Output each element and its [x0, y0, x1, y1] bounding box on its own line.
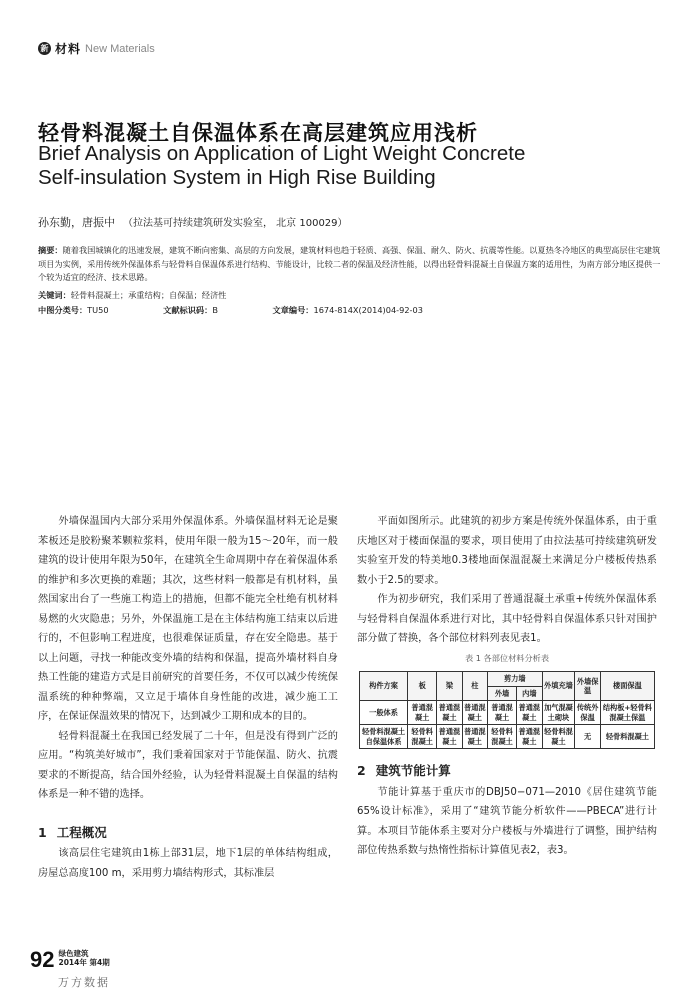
table-cell: 普通混凝土	[437, 725, 462, 749]
table-cell: 普通混凝土	[437, 701, 462, 725]
table-header-cell: 剪力墙	[487, 672, 542, 687]
paragraph: 节能计算基于重庆市的DBJ50−071—2010《居住建筑节能65%设计标准》，采用了“建筑节能分析软件——PBECA”进行计算。本项目节能体系主要对分户楼板与外墙进行了调整，围护结构部位传热系数与热惰性指标计算值见表2，表3。	[357, 786, 657, 856]
body-column-left	[38, 512, 338, 883]
materials-table	[359, 671, 655, 749]
table-header-cell: 楼面保温	[600, 672, 654, 701]
table-row	[360, 725, 655, 749]
table-cell: 普通混凝土	[517, 701, 542, 725]
table-cell: 轻骨料混凝土	[408, 725, 437, 749]
section-name-cn: 材料	[55, 42, 82, 56]
journal-info	[58, 949, 109, 967]
table-cell: 轻骨料混凝土自保温体系	[360, 725, 408, 749]
section-heading-2: 2 建筑节能计算	[357, 763, 451, 778]
article-title-en-line1: Brief Analysis on Application of Light Weight Concrete	[38, 142, 526, 165]
journal-name: 绿色建筑	[58, 949, 89, 958]
table-cell: 加气混凝土砌块	[542, 701, 575, 725]
section-name-en: New Materials	[85, 42, 155, 55]
abstract-label: 摘要：	[38, 245, 63, 255]
paragraph: 外墙保温国内大部分采用外保温体系。外墙保温材料无论是聚苯板还是胶粉聚苯颗粒浆料，使用年限一般为15～20年，而一般建筑的设计使用年限为50年，在建筑全生命周期中存在着保温体系的维护和多次更换的难题；其次，这些材料一般都是有机材料，虽然国家出台了一些施工构造上的措施，但都不能完全杜绝有机材料易燃的火灾隐患；另外，外保温施工是在主体结构施工结束以后进行的，不但影响工程进度，也很难保证质量，存在安全隐患。基于以上问题，寻找一种能改变外墙的结构和保温，提高外墙材料自身热工性能的建造方式是目前研究的首要任务，不仅可以减少传统保温系统的种种弊端，又立足于墙体自身性能的改进，减少施工工序，在保证保温效果的情况下，达到减少工期和成本的目的。	[38, 516, 338, 722]
abstract	[38, 244, 663, 285]
table-cell: 普通混凝土	[487, 701, 516, 725]
body-column-right	[357, 512, 657, 861]
table-cell: 普通混凝土	[462, 701, 487, 725]
article-number: 文章编号：1674-814X(2014)04-92-03	[272, 305, 423, 315]
article-title-en-line2: Self-insulation System in High Rise Building	[38, 166, 436, 189]
table-cell: 普通混凝土	[517, 725, 542, 749]
table-header-cell: 外填充墙	[542, 672, 575, 701]
keywords-label: 关键词：	[38, 290, 71, 300]
keywords-text: 轻骨料混凝土；承重结构；自保温；经济性	[70, 290, 227, 300]
table-cell: 轻骨料混凝土	[487, 725, 516, 749]
page-footer	[30, 949, 110, 971]
page-number: 92	[30, 947, 55, 972]
table-cell: 一般体系	[360, 701, 408, 725]
keywords	[38, 290, 663, 301]
watermark: 万方数据	[58, 976, 110, 989]
paragraph: 作为初步研究，我们采用了普通混凝土承重+传统外保温体系与轻骨料自保温体系进行对比，其中轻骨料自保温体系只针对围护部分做了替换，各个部位材料列表见表1。	[357, 594, 657, 644]
table-cell: 普通混凝土	[408, 701, 437, 725]
paragraph: 该高层住宅建筑由1栋上部31层，地下1层的单体结构组成，房屋总高度100 m，采用剪力墙结构形式，其标准层	[38, 848, 338, 879]
classification-row	[38, 305, 663, 316]
article-title-en	[38, 142, 678, 190]
table-header-cell: 外墙保温	[575, 672, 600, 701]
paragraph: 平面如图所示。此建筑的初步方案是传统外保温体系，由于重庆地区对于楼面保温的要求，项目使用了由拉法基可持续建筑研发实验室开发的特美地0.3楼地面保温混凝土来满足分户楼板传热系数小于2.5的要求。	[357, 516, 657, 586]
table-cell: 轻骨料混凝土	[600, 725, 654, 749]
table-cell: 轻骨料混凝土	[542, 725, 575, 749]
table-header-cell: 梁	[437, 672, 462, 701]
table-header-row	[360, 672, 655, 687]
document-code: 文献标识码：B	[163, 305, 218, 315]
author-names: 孙东勤，唐振中	[38, 216, 115, 229]
table-header-cell: 构件方案	[360, 672, 408, 701]
table-cell: 无	[575, 725, 600, 749]
table-caption: 表 1 各部位材料分析表	[464, 652, 550, 663]
clc-number: 中图分类号：TU50	[38, 305, 109, 315]
section-heading-1: 1 工程概况	[38, 824, 107, 840]
table-row	[360, 701, 655, 725]
journal-issue: 2014年 第4期	[58, 958, 110, 967]
table-header-cell: 内墙	[517, 686, 542, 701]
author-line	[38, 214, 348, 230]
table-header-cell: 板	[408, 672, 437, 701]
section-logo-icon: 新	[38, 42, 51, 55]
table-cell: 结构板+轻骨料混凝土保温	[600, 701, 654, 725]
section-header	[38, 40, 155, 57]
paragraph: 轻骨料混凝土在我国已经发展了二十年，但是没有得到广泛的应用。“构筑美好城市”，我们秉着国家对于节能保温、防火、抗震要求的不断提高，结合国外经验，认为轻骨料混凝土自保温的结构体系是一种不错的选择。	[38, 730, 338, 800]
article-title-cn: 轻骨料混凝土自保温体系在高层建筑应用浅析	[38, 121, 478, 145]
table-cell: 传统外保温	[575, 701, 600, 725]
table-header-cell: 柱	[462, 672, 487, 701]
table-cell: 普通混凝土	[462, 725, 487, 749]
author-affiliation: （拉法基可持续建筑研发实验室， 北京 100029）	[123, 218, 348, 229]
table-header-cell: 外墙	[487, 686, 516, 701]
abstract-text: 随着我国城镇化的迅速发展，建筑不断向密集、高层的方向发展，建筑材料也趋于轻质、高强、保温、耐久、防火、抗震等性能。以夏热冬冷地区的典型高层住宅建筑项目为实例，采用传统外保温体系与轻骨料自保温体系进行结构、节能设计，比较二者的保温及经济性能，以得出轻骨料混凝土自保温方案的适用性，为南方部分地区提供一个较为适宜的经济、技术思路。	[38, 245, 661, 282]
